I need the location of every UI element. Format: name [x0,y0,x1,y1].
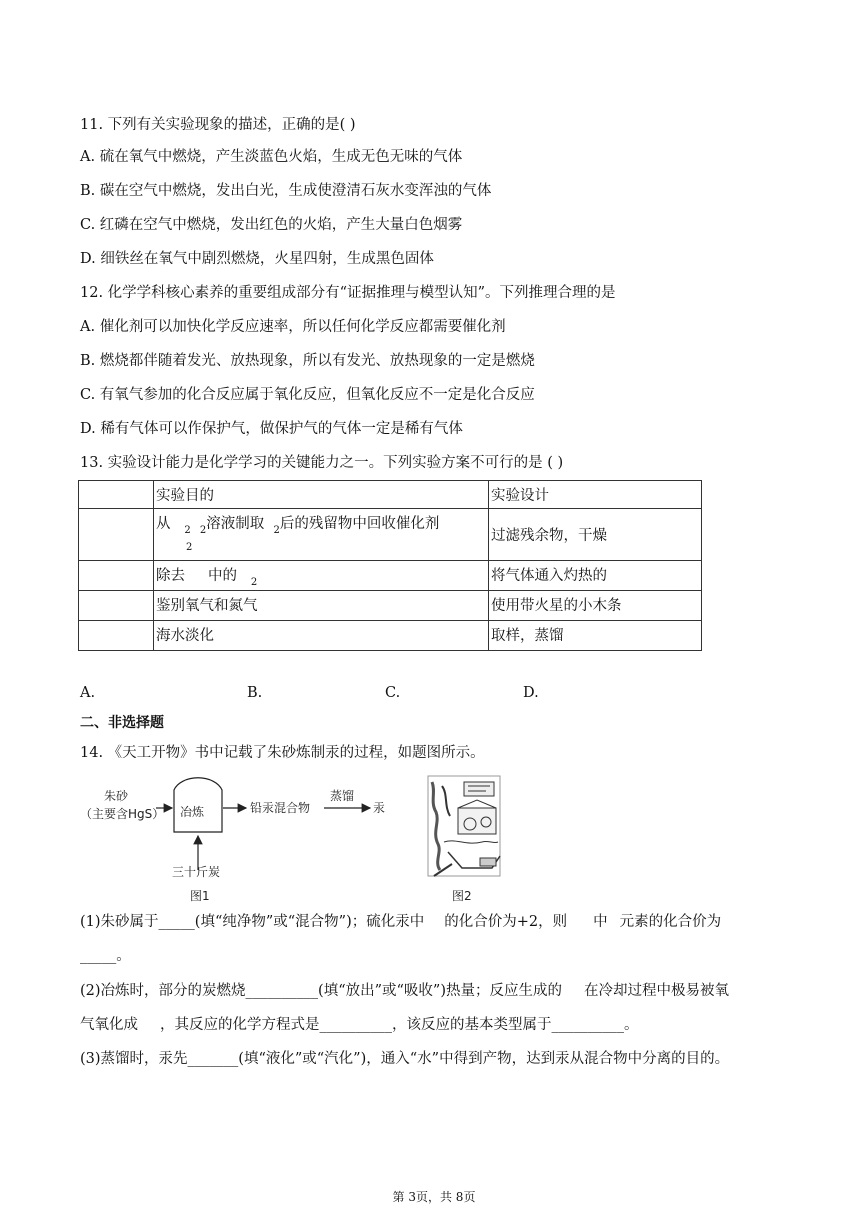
fig2-drawing [428,776,500,876]
q11-option-b: B. 碳在空气中燃烧，发出白光，生成使澄清石灰水变浑浊的气体 [80,183,492,199]
q11-option-a: A. 硫在氧气中燃烧，产生淡蓝色火焰，生成无色无味的气体 [80,149,463,165]
fig1-caption: 图1 [190,889,210,903]
q14-part1-line1: (1)朱砂属于_____(填“纯净物”或“混合物”)；硫化汞中 的化合价为+2，则 中 元素的化合价为 [80,914,722,930]
fig1-input-line2: （主要含HgS） [80,807,165,821]
q12-option-b: B. 燃烧都伴随着发光、放热现象，所以有发光、放热现象的一定是燃烧 [80,353,535,369]
q13-stem: 13. 实验设计能力是化学学习的关键能力之一。下列实验方案不可行的是 ( ) [80,455,564,471]
figure-2-illustration [422,772,508,908]
table-cell-purpose: 除去 中的 $_2$ [154,561,489,591]
figure-1-flow-diagram [78,770,398,905]
table-row [79,561,702,591]
experiment-table [78,480,702,651]
table-row [79,481,702,509]
fig1-input-line1: 朱砂 [104,789,129,803]
fig2-caption: 图2 [452,889,472,903]
section-title: 二、非选择题 [80,715,164,731]
q13-answer-options [80,685,640,705]
q14-part2-line2: 气氧化成 ，其反应的化学方程式是__________，该反应的基本类型属于__________。 [80,1017,639,1033]
table-row [79,509,702,561]
q11-option-c: C. 红磷在空气中燃烧，发出红色的火焰，产生大量白色烟雾 [80,217,463,233]
q12-stem: 12. 化学学科核心素养的重要组成部分有“证据推理与模型认知”。下列推理合理的是 [80,285,616,301]
table-header-cell [79,481,154,509]
q11-option-d: D. 细铁丝在氧气中剧烈燃烧，火星四射，生成黑色固体 [80,251,434,267]
fig1-product: 铅汞混合物 [250,801,311,815]
answer-option-c: C. [385,685,401,701]
table-cell-purpose: 鉴别氧气和氮气 [154,591,489,621]
q14-stem: 14. 《天工开物》书中记载了朱砂炼制汞的过程，如题图所示。 [80,745,485,761]
q12-option-d: D. 稀有气体可以作保护气，做保护气的气体一定是稀有气体 [80,421,463,437]
table-cell-design: 使用带火星的小木条 [489,591,702,621]
table-cell-purpose: 海水淡化 [154,621,489,651]
q11-stem: 11. 下列有关实验现象的描述，正确的是( ) [80,117,356,133]
answer-option-b: B. [247,685,263,701]
q14-part1-line2: _____。 [80,948,131,964]
table-cell-purpose: 从 $_2$ $_2$溶液制取 $_2$后的残留物中回收催化剂 $_2$ [154,509,489,561]
table-row [79,591,702,621]
q12-option-a: A. 催化剂可以加快化学反应速率，所以任何化学反应都需要催化剂 [80,319,506,335]
answer-option-d: D. [523,685,539,701]
q14-part3: (3)蒸馏时，汞先_______(填“液化”或“汽化”)，通入“水”中得到产物，达到汞从混合物中分离的目的。 [80,1051,730,1067]
q12-option-c: C. 有氧气参加的化合反应属于氧化反应，但氧化反应不一定是化合反应 [80,387,535,403]
q14-part2-line1: (2)冶炼时，部分的炭燃烧__________(填“放出”或“吸收”)热量；反应生成的 在冷却过程中极易被氧 [80,983,730,999]
table-cell-design: 过滤残余物，干燥 [489,509,702,561]
table-cell-design: 将气体通入灼热的 [489,561,702,591]
fig1-fuel: 三十斤炭 [172,865,221,879]
page-footer: 第 3页，共 8页 [392,1190,476,1204]
fig1-final: 汞 [373,801,386,815]
fig1-arrow-label: 蒸馏 [330,789,355,803]
table-row [79,621,702,651]
table-header-cell: 实验设计 [489,481,702,509]
fig1-box-label: 冶炼 [180,805,205,819]
table-header-cell: 实验目的 [154,481,489,509]
table-cell-design: 取样，蒸馏 [489,621,702,651]
answer-option-a: A. [80,685,96,701]
